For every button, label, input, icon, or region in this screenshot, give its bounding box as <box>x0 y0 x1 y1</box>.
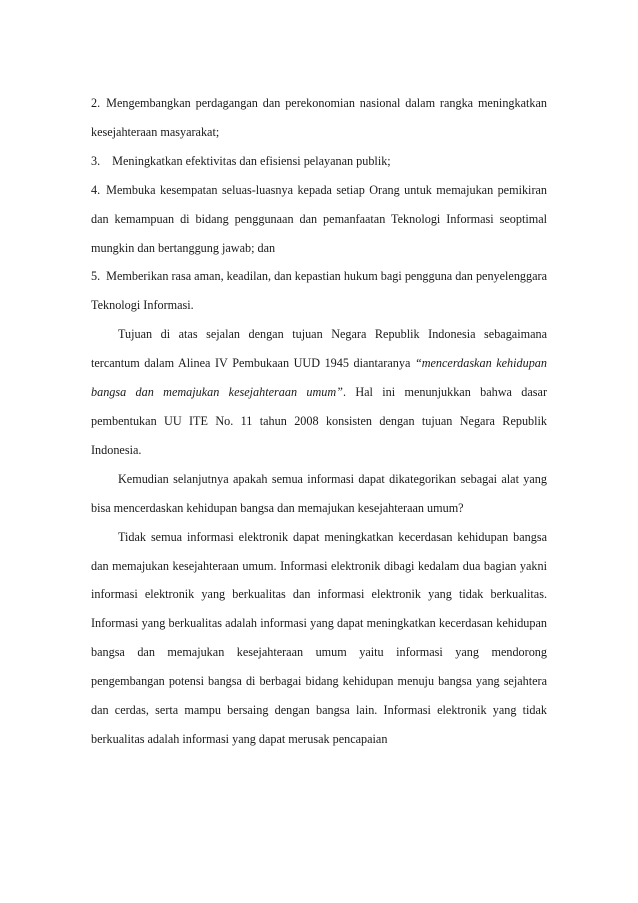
paragraph: Kemudian selanjutnya apakah semua informasi dapat dikategorikan sebagai alat yang bisa mencerdaskan kehidupan bangsa dan memajukan kesejahteraan umum? <box>91 471 547 515</box>
list-item-text: Mengembangkan perdagangan dan perekonomian nasional dalam rangka meningkatkan kesejahteraan masyarakat; <box>91 96 547 139</box>
list-item-text: Membuka kesempatan seluas-luasnya kepada setiap Orang untuk memajukan pemikiran dan kemampuan di bidang penggunaan dan pemanfaatan Teknologi Informasi seoptimal mungkin dan bertanggung jawab; dan <box>91 182 547 255</box>
list-item <box>91 147 547 176</box>
list-item <box>91 262 547 320</box>
paragraph <box>91 320 547 465</box>
paragraph-text: . Hal ini menunjukkan bahwa dasar pembentukan UU ITE No. 11 tahun 2008 konsisten dengan tujuan Negara Republik Indonesia. <box>91 385 548 457</box>
list-item-number: 5. <box>91 269 101 284</box>
list-item <box>91 176 547 263</box>
paragraph-text: Tujuan di atas sejalan dengan tujuan Negara Republik Indonesia sebagaimana tercantum dalam Alinea IV Pembukaan UUD 1945 diantaranya <box>91 327 547 371</box>
list-item-number: 3. <box>91 153 101 168</box>
list-item <box>91 89 547 147</box>
list-item-number: 2. <box>91 96 101 110</box>
document-body <box>91 89 547 754</box>
list-item-number: 4. <box>91 182 101 197</box>
list-item-text: Memberikan rasa aman, keadilan, dan kepastian hukum bagi pengguna dan penyelenggara Teknologi Informasi. <box>91 269 547 313</box>
list-item-text: Meningkatkan efektivitas dan efisiensi pelayanan publik; <box>112 153 391 168</box>
paragraph: Tidak semua informasi elektronik dapat meningkatkan kecerdasan kehidupan bangsa dan memajukan kesejahteraan umum. Informasi elektronik dibagi kedalam dua bagian yakni informasi elektronik yang berkualitas dan informasi elektronik yang tidak berkualitas. Informasi yang berkualitas adalah informasi yang dapat meningkatkan kecerdasan kehidupan bangsa dan memajukan kesejahteraan umum yaitu informasi yang mendorong pengembangan potensi bangsa di berbagai bidang kehidupan menuju bangsa yang sejahtera dan cerdas, serta mampu bersaing dengan bangsa lain. Informasi elektronik yang tidak berkualitas adalah informasi yang dapat merusak pencapaian <box>91 529 547 746</box>
quoted-text: “mencerdaskan kehidupan bangsa dan memajukan kesejahteraan umum” <box>91 356 547 400</box>
